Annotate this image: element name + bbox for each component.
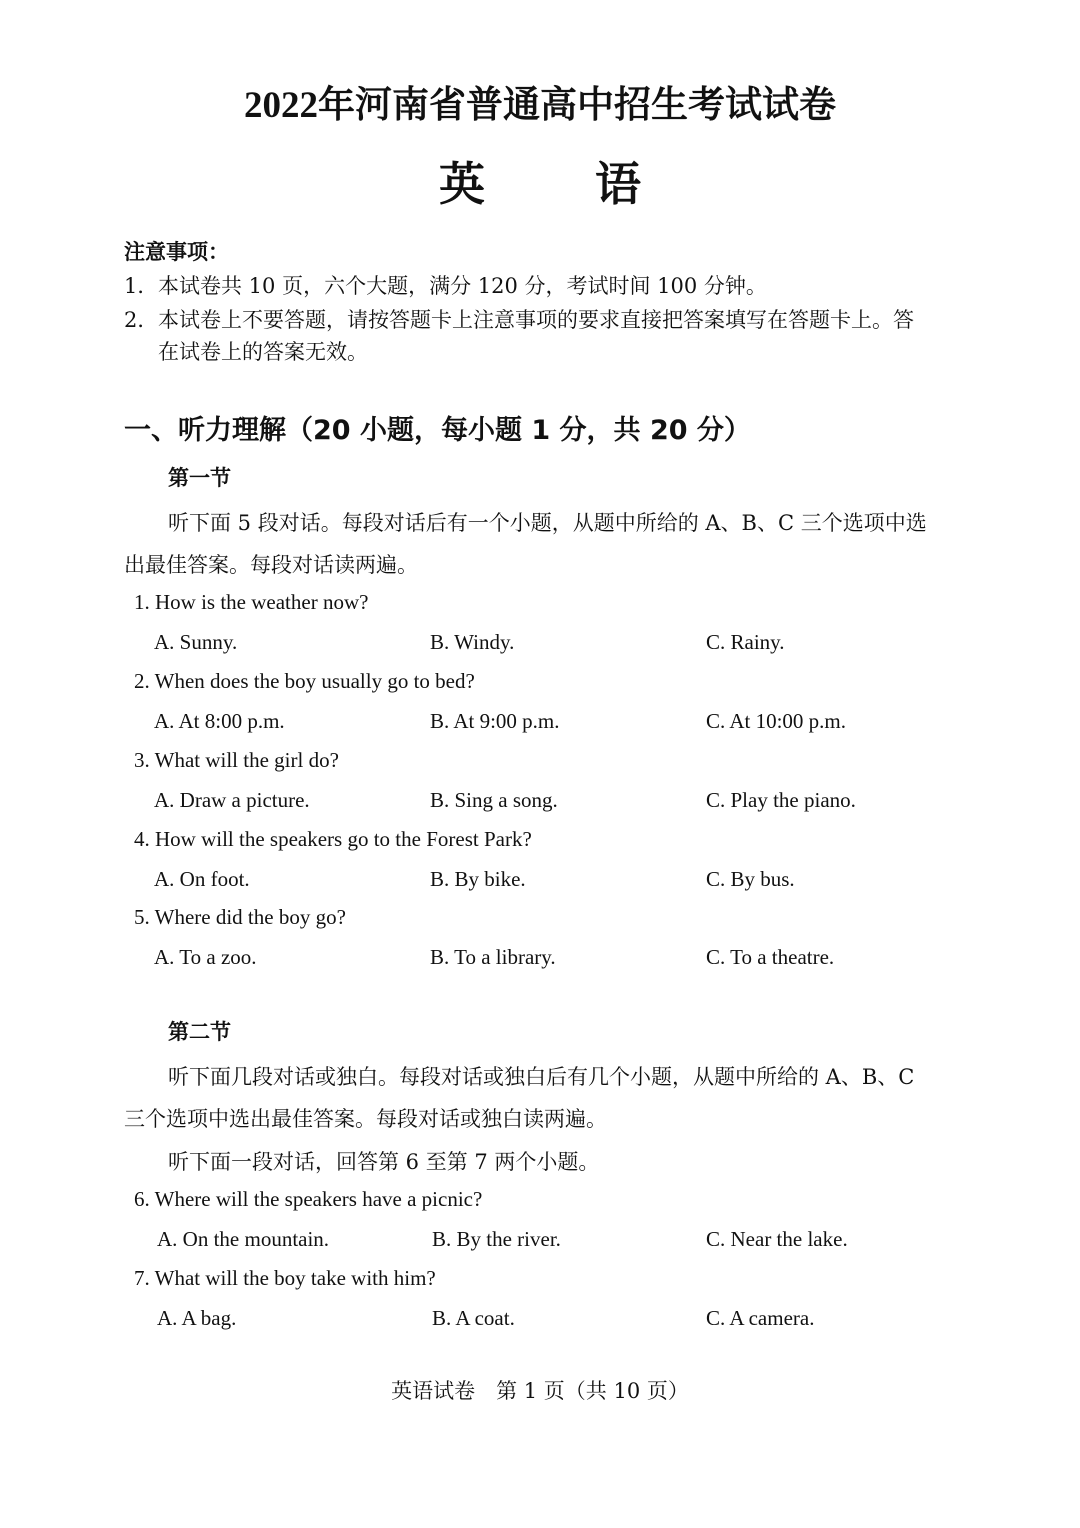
- option-c: C. To a theatre.: [706, 945, 835, 969]
- notice-heading: 注意事项：: [124, 240, 229, 264]
- question-text: 1. How is the weather now?: [134, 590, 369, 614]
- page-footer: 英语试卷 第 1 页（共 10 页）: [391, 1379, 689, 1403]
- notice-item-text: 本试卷共 10 页，六个大题，满分 120 分，考试时间 100 分钟。: [158, 274, 767, 298]
- instruction-line: 出最佳答案。每段对话读两遍。: [124, 553, 418, 577]
- notice-item: [124, 270, 767, 300]
- question-text: 5. Where did the boy go?: [134, 905, 346, 929]
- option-a: A. To a zoo.: [154, 945, 257, 969]
- option-b: B. By the river.: [432, 1227, 561, 1251]
- instruction-line: 听下面 5 段对话。每段对话后有一个小题，从题中所给的 A、B、C 三个选项中选: [168, 511, 927, 535]
- exam-title: 2022年河南省普通高中招生考试试卷: [244, 85, 836, 126]
- part-heading: 第二节: [168, 1020, 231, 1044]
- option-a: A. A bag.: [157, 1306, 237, 1330]
- option-a: A. Sunny.: [154, 630, 238, 654]
- option-a: A. Draw a picture.: [154, 788, 310, 812]
- option-c: C. By bus.: [706, 867, 795, 891]
- option-b: B. By bike.: [430, 867, 526, 891]
- option-c: C. Rainy.: [706, 630, 785, 654]
- part-heading: 第一节: [168, 466, 231, 490]
- question-text: 6. Where will the speakers have a picnic?: [134, 1187, 483, 1211]
- option-c: C. At 10:00 p.m.: [706, 709, 847, 733]
- section-heading: 一、听力理解（20 小题，每小题 1 分，共 20 分）: [124, 415, 751, 446]
- instruction-line: 听下面几段对话或独白。每段对话或独白后有几个小题，从题中所给的 A、B、C: [168, 1065, 915, 1089]
- question-text: 2. When does the boy usually go to bed?: [134, 669, 475, 693]
- subject-title: 英语: [439, 157, 751, 211]
- option-a: A. At 8:00 p.m.: [154, 709, 285, 733]
- option-a: A. On foot.: [154, 867, 250, 891]
- notice-item-number: 1．: [124, 274, 159, 298]
- sub-instruction: 听下面一段对话，回答第 6 至第 7 两个小题。: [168, 1150, 600, 1174]
- option-c: C. A camera.: [706, 1306, 815, 1330]
- notice-item-number: 2．: [124, 308, 159, 332]
- option-b: B. At 9:00 p.m.: [430, 709, 560, 733]
- question-text: 3. What will the girl do?: [134, 748, 339, 772]
- notice-item-continuation: 在试卷上的答案无效。: [158, 340, 368, 364]
- option-b: B. To a library.: [430, 945, 556, 969]
- notice-item-text: 本试卷上不要答题，请按答题卡上注意事项的要求直接把答案填写在答题卡上。答: [158, 308, 914, 332]
- option-c: C. Near the lake.: [706, 1227, 848, 1251]
- option-a: A. On the mountain.: [157, 1227, 330, 1251]
- notice-item: [124, 304, 914, 334]
- question-text: 7. What will the boy take with him?: [134, 1266, 436, 1290]
- option-c: C. Play the piano.: [706, 788, 856, 812]
- option-b: B. Sing a song.: [430, 788, 558, 812]
- question-text: 4. How will the speakers go to the Forest Park?: [134, 827, 532, 851]
- instruction-line: 三个选项中选出最佳答案。每段对话或独白读两遍。: [124, 1107, 607, 1131]
- option-b: B. A coat.: [432, 1306, 515, 1330]
- option-b: B. Windy.: [430, 630, 515, 654]
